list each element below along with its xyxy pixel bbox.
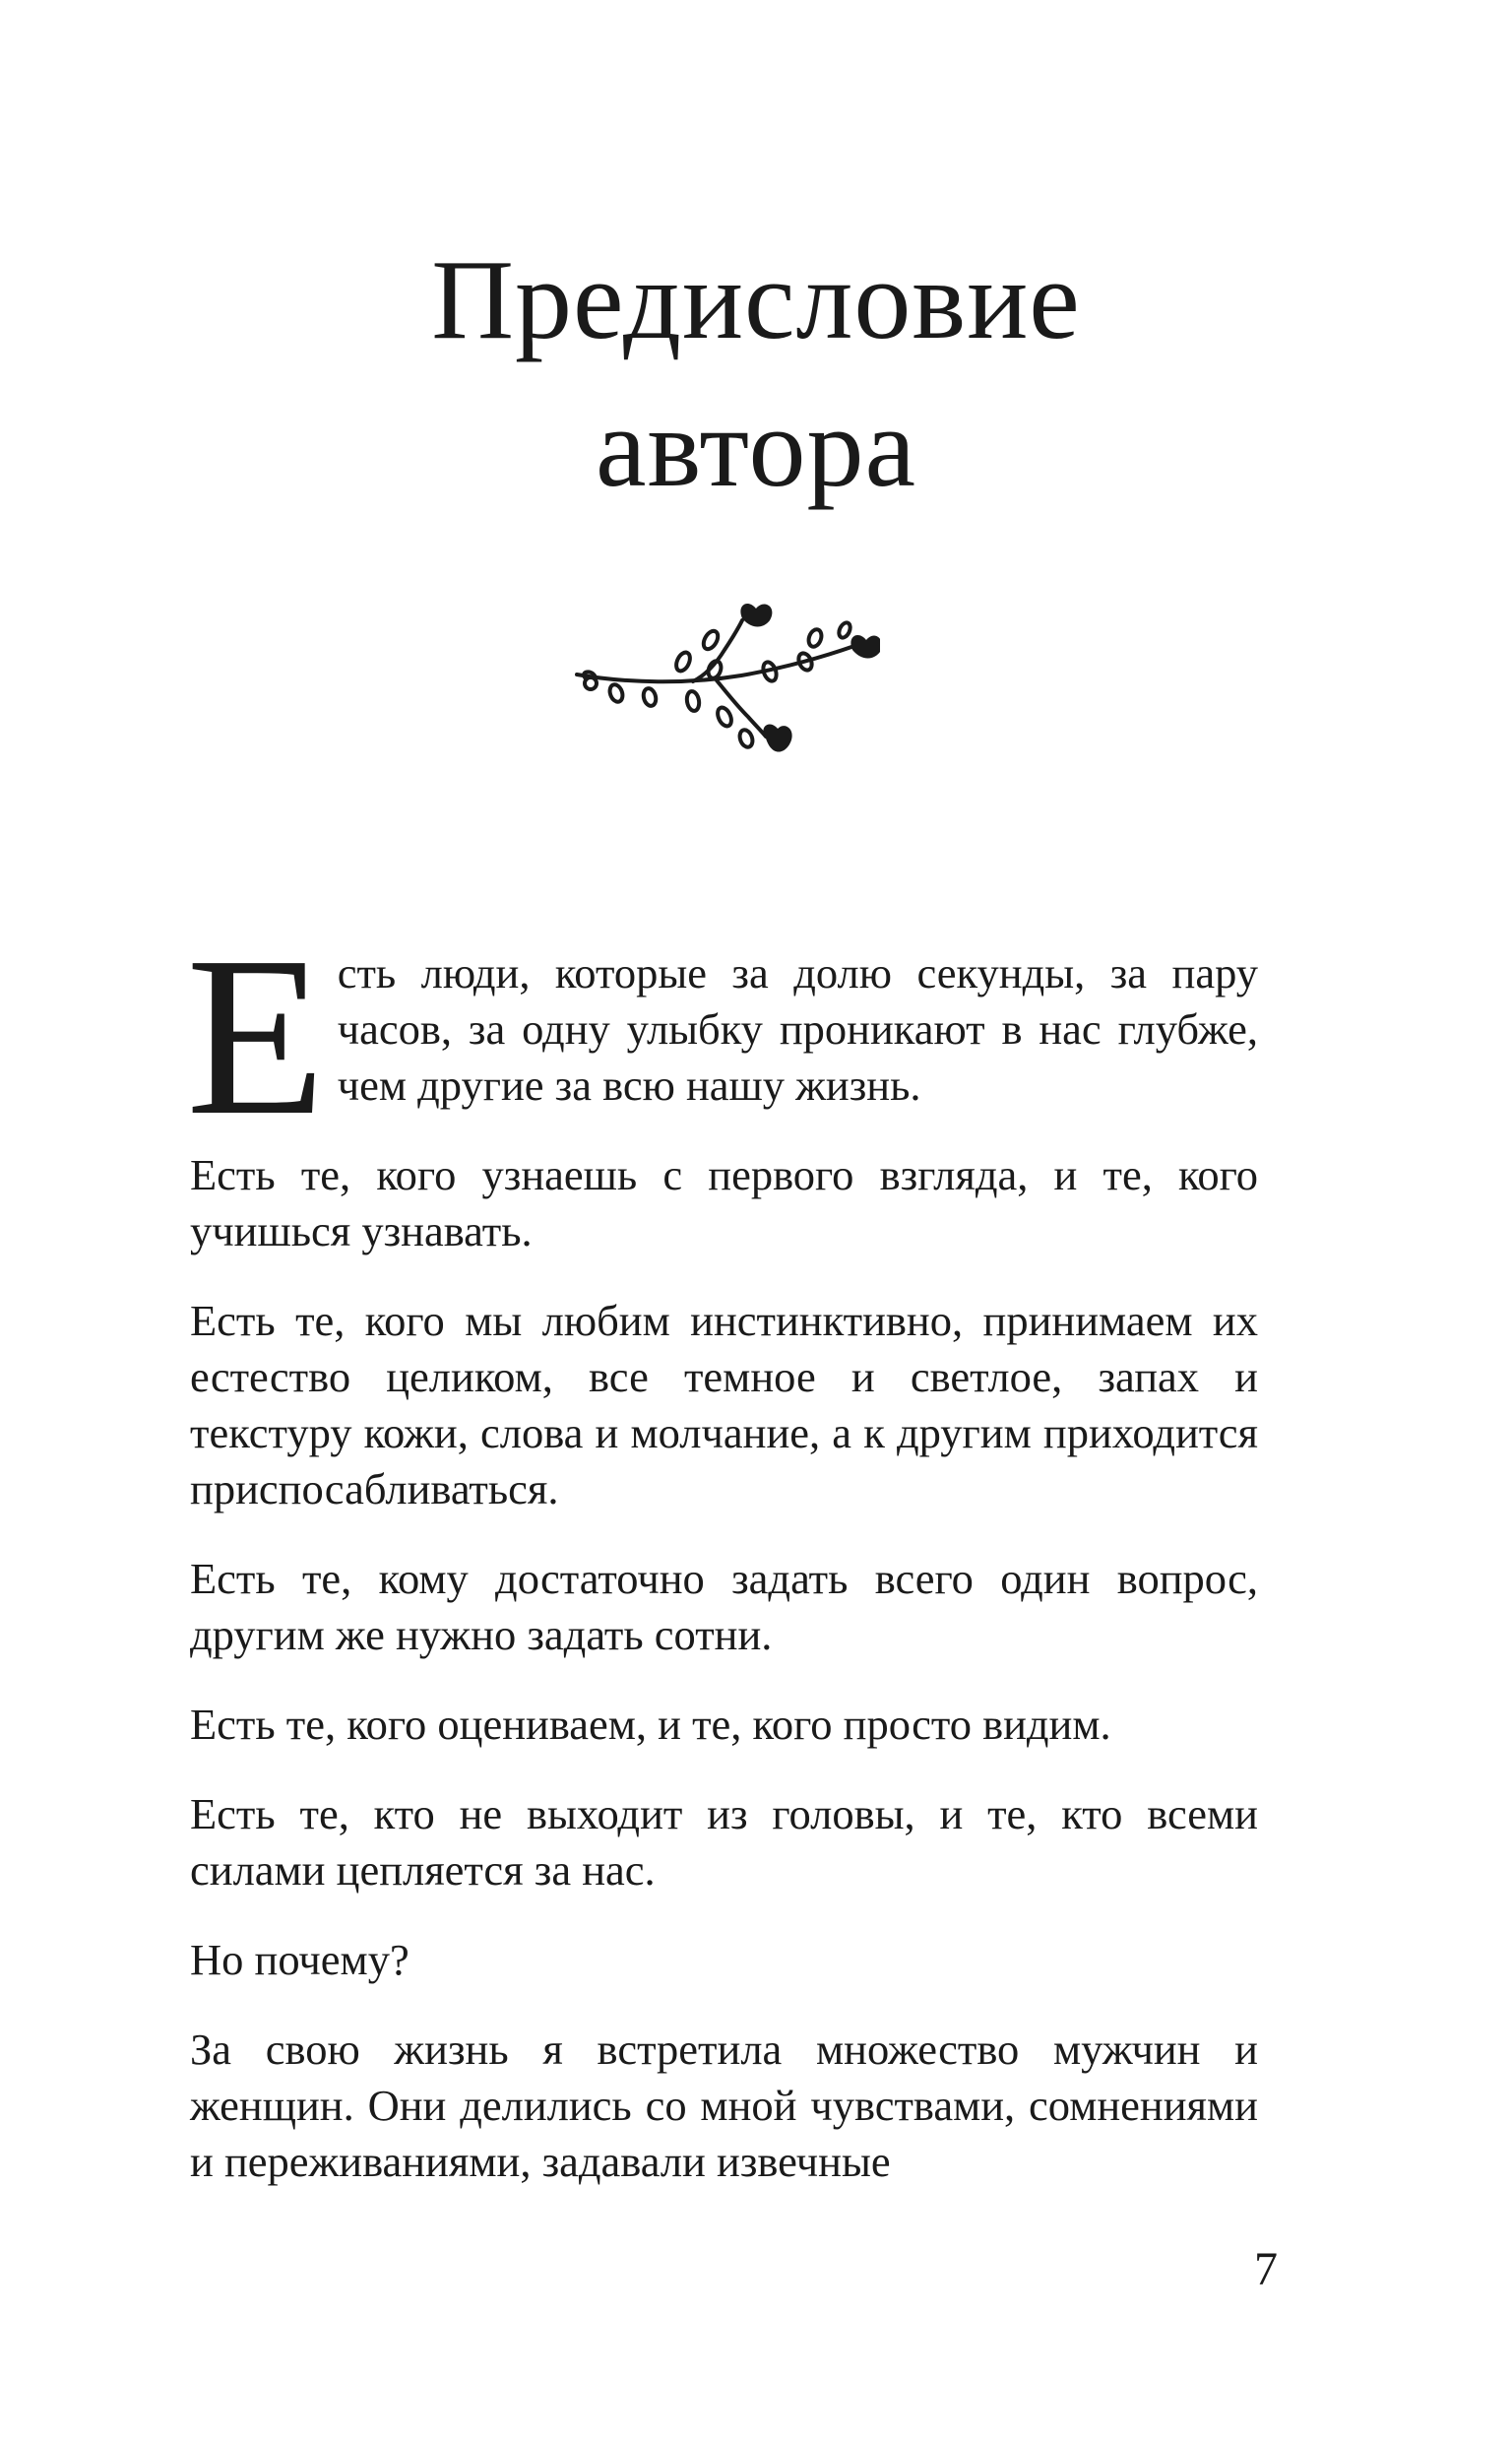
chapter-title-line-2: автора: [595, 385, 917, 511]
paragraph-1-text: сть люди, которые за долю секунды, за пару часов, за одну улыбку проникают в нас глубже, чем другие за всю нашу жизнь.: [337, 948, 1258, 1110]
floral-branch-with-hearts-icon: [569, 601, 880, 768]
drop-cap: Е: [186, 910, 326, 1163]
paragraph-6: Есть те, кто не выходит из головы, и те, кто всеми силами цепляется за нас.: [190, 1789, 1258, 1895]
body-text: [186, 910, 1258, 2223]
paragraph-8: За свою жизнь я встретила множество мужчин и женщин. Они делились со мной чувствами, сомнениями и переживаниями, задавали извечные: [190, 2025, 1258, 2186]
paragraph-3: Есть те, кого мы любим инстинктивно, принимаем их естество целиком, все темное и светлое, запах и текстуру кожи, слова и молчание, а к другим приходится приспосабливаться.: [190, 1296, 1258, 1513]
chapter-title: [0, 226, 1512, 522]
paragraph-5: Есть те, кого оцениваем, и те, кого просто видим.: [190, 1700, 1111, 1749]
page-number: 7: [1254, 2243, 1278, 2295]
paragraph-4: Есть те, кому достаточно задать всего один вопрос, другим же нужно задать сотни.: [190, 1554, 1258, 1659]
paragraph-2: Есть те, кого узнаешь с первого взгляда, и те, кого учишься узнавать.: [190, 1150, 1258, 1255]
chapter-title-line-1: Предисловие: [431, 237, 1081, 363]
paragraph-7: Но почему?: [190, 1935, 410, 1984]
paragraph-1: [186, 910, 1258, 1163]
